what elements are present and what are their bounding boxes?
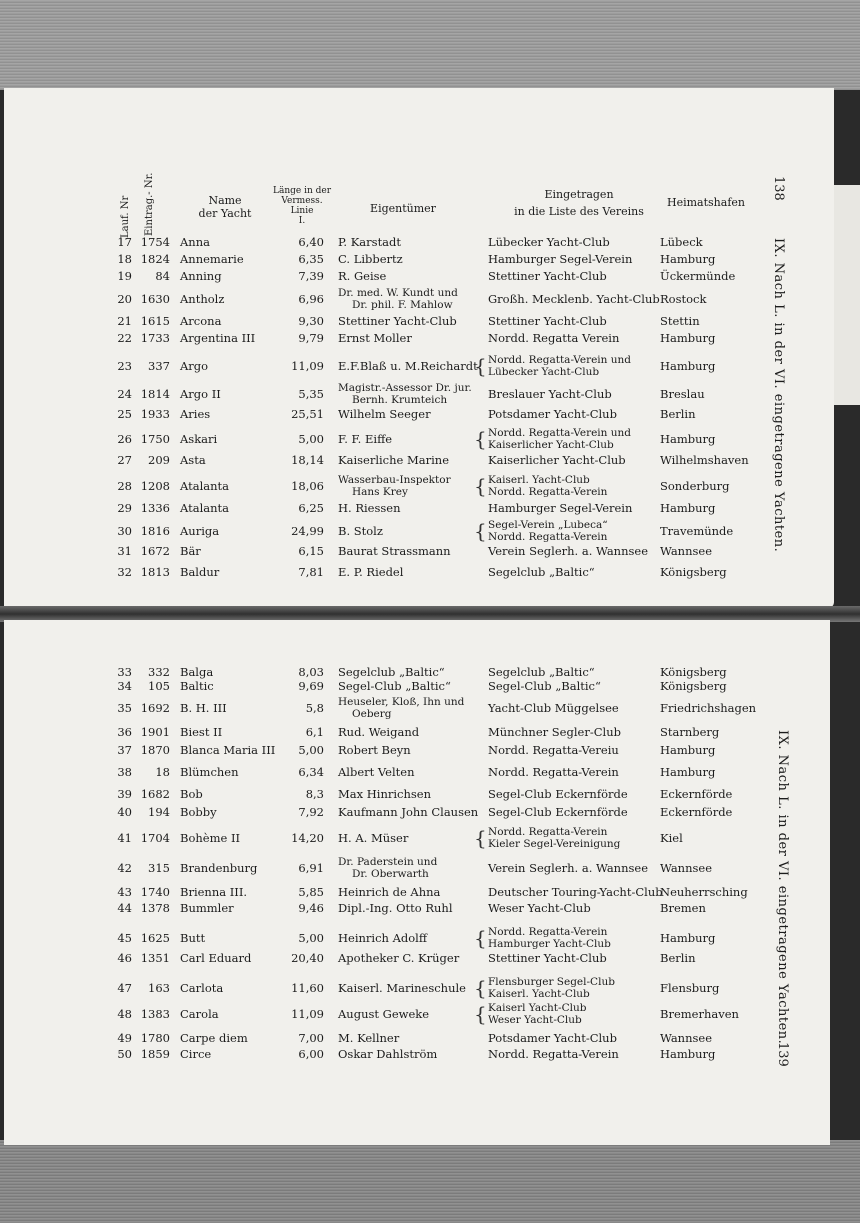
cell-owner: Heinrich Adolff xyxy=(338,931,428,945)
brace-icon: { xyxy=(474,474,487,498)
cell-owner: Kaiserl. Marineschule xyxy=(338,981,466,995)
cell-verein: Segel-Club Eckernförde xyxy=(488,805,628,819)
cell-lauf-nr: 25 xyxy=(117,407,132,421)
cell-owner: C. Libbertz xyxy=(338,252,403,266)
cell-laenge: 9,69 xyxy=(298,679,324,693)
cell-eintrag-nr: 1351 xyxy=(140,951,170,965)
cell-verein: Nordd. Regatta-Verein xyxy=(488,826,608,838)
header-laenge-line3: Linie xyxy=(290,206,314,216)
cell-lauf-nr: 22 xyxy=(117,331,132,345)
cell-eintrag-nr: 84 xyxy=(155,269,170,283)
cell-owner: Max Hinrichsen xyxy=(338,787,432,801)
cell-verein-line2: Nordd. Regatta-Verein xyxy=(488,531,608,543)
cell-lauf-nr: 34 xyxy=(117,679,132,693)
cell-laenge: 11,09 xyxy=(291,359,324,373)
header-eintrag-nr: Eintrag.- Nr. xyxy=(144,172,155,236)
cell-name: Brienna III. xyxy=(180,885,248,899)
cell-eintrag-nr: 209 xyxy=(148,453,170,467)
cell-lauf-nr: 31 xyxy=(117,544,132,558)
header-name-line1: Name xyxy=(208,194,242,207)
cell-name: Balga xyxy=(180,665,214,679)
cell-name: Atalanta xyxy=(180,501,229,515)
cell-verein-line2: Nordd. Regatta-Verein xyxy=(488,486,608,498)
cell-eintrag-nr: 332 xyxy=(148,665,170,679)
cell-laenge: 6,1 xyxy=(305,725,324,739)
cell-lauf-nr: 28 xyxy=(117,479,132,493)
page-138 xyxy=(4,88,834,608)
cell-owner-line2: Oeberg xyxy=(352,708,392,720)
cell-eintrag-nr: 1704 xyxy=(140,831,170,845)
header-name-line2: der Yacht xyxy=(198,207,252,220)
book-page-edges-top xyxy=(0,0,860,90)
cell-name: Bohème II xyxy=(180,831,241,845)
cell-lauf-nr: 33 xyxy=(117,665,132,679)
cell-owner: Segelclub „Baltic“ xyxy=(338,665,445,679)
cell-verein: Stettiner Yacht-Club xyxy=(488,951,607,965)
cell-verein-line2: Lübecker Yacht-Club xyxy=(488,366,600,378)
header-name xyxy=(180,194,270,220)
cell-verein: Kaiserl Yacht-Club xyxy=(488,1002,587,1014)
cell-verein: Nordd. Regatta-Verein und xyxy=(488,427,632,439)
brace-icon: { xyxy=(474,354,487,378)
cell-owner: B. Stolz xyxy=(338,524,383,538)
cell-laenge: 8,03 xyxy=(298,665,324,679)
cell-laenge: 6,40 xyxy=(298,235,324,249)
cell-hafen: Wannsee xyxy=(660,544,713,558)
cell-lauf-nr: 42 xyxy=(117,861,132,875)
cell-owner: R. Geise xyxy=(338,269,387,283)
cell-laenge: 9,79 xyxy=(298,331,324,345)
cell-laenge: 14,20 xyxy=(291,831,324,845)
cell-laenge: 9,30 xyxy=(298,314,324,328)
page-number-bottom: 139 xyxy=(775,1042,790,1067)
cell-laenge: 5,35 xyxy=(298,387,324,401)
cell-lauf-nr: 17 xyxy=(117,235,132,249)
cell-verein: Stettiner Yacht-Club xyxy=(488,314,607,328)
header-laenge-line1: Länge in der xyxy=(272,186,331,196)
cell-lauf-nr: 41 xyxy=(117,831,132,845)
cell-owner: Dr. med. W. Kundt und xyxy=(338,287,458,299)
cell-lauf-nr: 18 xyxy=(117,252,132,266)
cell-verein-line2: Hamburger Yacht-Club xyxy=(488,938,611,950)
page-number-top: 138 xyxy=(771,176,786,201)
cell-laenge: 8,3 xyxy=(305,787,324,801)
cell-name: Antholz xyxy=(180,292,225,306)
cell-hafen: Hamburg xyxy=(660,331,716,345)
cell-eintrag-nr: 194 xyxy=(148,805,170,819)
cell-name: Blümchen xyxy=(180,765,239,779)
cell-hafen: Berlin xyxy=(660,407,696,421)
brace-icon: { xyxy=(474,976,487,1000)
cell-verein: Breslauer Yacht-Club xyxy=(488,387,612,401)
cell-owner: F. F. Eiffe xyxy=(338,432,393,446)
cell-lauf-nr: 39 xyxy=(117,787,132,801)
cell-verein: Potsdamer Yacht-Club xyxy=(488,407,617,421)
cell-eintrag-nr: 337 xyxy=(148,359,170,373)
cell-lauf-nr: 43 xyxy=(117,885,132,899)
cell-verein: Hamburger Segel-Verein xyxy=(488,501,633,515)
cell-name: Bobby xyxy=(180,805,217,819)
cell-hafen: Bremen xyxy=(660,901,706,915)
cell-hafen: Bremerhaven xyxy=(660,1007,739,1021)
brace-icon: { xyxy=(474,1002,487,1026)
cell-owner: Albert Velten xyxy=(338,765,415,779)
cell-eintrag-nr: 1754 xyxy=(140,235,170,249)
cell-lauf-nr: 23 xyxy=(117,359,132,373)
cell-hafen: Eckernförde xyxy=(660,787,733,801)
cell-name: Anna xyxy=(180,235,210,249)
cell-owner: Wasserbau-Inspektor xyxy=(338,474,451,486)
cell-name: Carola xyxy=(180,1007,219,1021)
cell-verein: Segelclub „Baltic“ xyxy=(488,665,595,679)
cell-lauf-nr: 26 xyxy=(117,432,132,446)
cell-verein-line2: Kieler Segel-Vereinigung xyxy=(488,838,621,850)
cell-laenge: 9,46 xyxy=(298,901,324,915)
cell-hafen: Hamburg xyxy=(660,1047,716,1061)
cell-verein: Segel-Verein „Lubeca“ xyxy=(488,519,608,531)
cell-lauf-nr: 50 xyxy=(117,1047,132,1061)
cell-verein: Potsdamer Yacht-Club xyxy=(488,1031,617,1045)
cell-name: Aries xyxy=(180,407,211,421)
cell-laenge: 5,85 xyxy=(298,885,324,899)
cell-laenge: 7,00 xyxy=(298,1031,324,1045)
cell-hafen: Sonderburg xyxy=(660,479,730,493)
cell-hafen: Königsberg xyxy=(660,665,727,679)
cell-eintrag-nr: 1733 xyxy=(140,331,170,345)
cell-eintrag-nr: 163 xyxy=(148,981,170,995)
cell-hafen: Hamburg xyxy=(660,359,716,373)
cell-owner: Dr. Paderstein und xyxy=(338,856,438,868)
cell-hafen: Hamburg xyxy=(660,765,716,779)
cell-verein: Großh. Mecklenb. Yacht-Club xyxy=(488,292,660,306)
cell-hafen: Ückermünde xyxy=(660,269,736,283)
cell-hafen: Flensburg xyxy=(660,981,720,995)
cell-owner: Heuseler, Kloß, Ihn und xyxy=(338,696,465,708)
cell-lauf-nr: 38 xyxy=(117,765,132,779)
cell-owner: Kaufmann John Clausen xyxy=(338,805,479,819)
cell-hafen: Hamburg xyxy=(660,501,716,515)
cell-lauf-nr: 40 xyxy=(117,805,132,819)
cell-verein-line2: Kaiserl. Yacht-Club xyxy=(488,988,590,1000)
cell-hafen: Berlin xyxy=(660,951,696,965)
cell-eintrag-nr: 1383 xyxy=(140,1007,170,1021)
brace-icon: { xyxy=(474,427,487,451)
header-lauf-nr: Lauf. Nr xyxy=(120,195,131,238)
cell-laenge: 18,06 xyxy=(291,479,324,493)
cell-owner: Robert Beyn xyxy=(338,743,411,757)
cell-lauf-nr: 45 xyxy=(117,931,132,945)
cell-eintrag-nr: 1625 xyxy=(140,931,170,945)
cell-laenge: 5,00 xyxy=(298,432,324,446)
cell-eintrag-nr: 18 xyxy=(155,765,170,779)
cell-laenge: 25,51 xyxy=(291,407,324,421)
cell-laenge: 18,14 xyxy=(291,453,324,467)
cell-verein: Deutscher Touring-Yacht-Club xyxy=(488,885,663,899)
cell-owner: August Geweke xyxy=(338,1007,430,1021)
cell-eintrag-nr: 1816 xyxy=(140,524,170,538)
cell-hafen: Wilhelmshaven xyxy=(660,453,749,467)
cell-name: Baltic xyxy=(180,679,214,693)
cell-name: B. H. III xyxy=(180,701,227,715)
cell-lauf-nr: 20 xyxy=(117,292,132,306)
cell-eintrag-nr: 1208 xyxy=(140,479,170,493)
cell-owner: Rud. Weigand xyxy=(338,725,420,739)
cell-laenge: 6,25 xyxy=(298,501,324,515)
cell-name: Bär xyxy=(180,544,201,558)
cell-lauf-nr: 44 xyxy=(117,901,132,915)
cell-owner: Kaiserliche Marine xyxy=(338,453,450,467)
cell-owner: H. Riessen xyxy=(338,501,401,515)
cell-hafen: Friedrichshagen xyxy=(660,701,757,715)
cell-name: Asta xyxy=(180,453,206,467)
cell-owner: Segel-Club „Baltic“ xyxy=(338,679,451,693)
cell-verein: Nordd. Regatta-Verein und xyxy=(488,354,632,366)
cell-hafen: Hamburg xyxy=(660,743,716,757)
cell-owner: Stettiner Yacht-Club xyxy=(338,314,457,328)
cell-name: Anning xyxy=(180,269,222,283)
cell-eintrag-nr: 1615 xyxy=(140,314,170,328)
cell-name: Biest II xyxy=(180,725,223,739)
brace-icon: { xyxy=(474,926,487,950)
side-title-top: IX. Nach L. in der VI. eingetragene Yachten. xyxy=(771,238,786,553)
cell-lauf-nr: 36 xyxy=(117,725,132,739)
cell-name: Auriga xyxy=(180,524,220,538)
cell-laenge: 6,91 xyxy=(298,861,324,875)
cell-lauf-nr: 32 xyxy=(117,565,132,579)
cell-eintrag-nr: 1692 xyxy=(140,701,170,715)
cell-eintrag-nr: 1630 xyxy=(140,292,170,306)
header-eingetragen-line1: Eingetragen xyxy=(544,188,614,201)
cell-laenge: 11,60 xyxy=(291,981,324,995)
cell-owner: Magistr.-Assessor Dr. jur. xyxy=(338,382,472,394)
cell-hafen: Eckernförde xyxy=(660,805,733,819)
brace-icon: { xyxy=(474,519,487,543)
cell-eintrag-nr: 1672 xyxy=(140,544,170,558)
cell-laenge: 5,00 xyxy=(298,743,324,757)
cell-hafen: Hamburg xyxy=(660,252,716,266)
cell-lauf-nr: 19 xyxy=(117,269,132,283)
cell-owner: E.F.Blaß u. M.Reichardt xyxy=(338,359,478,373)
header-laenge xyxy=(266,186,338,226)
cell-lauf-nr: 24 xyxy=(117,387,132,401)
cell-owner: P. Karstadt xyxy=(338,235,402,249)
cell-hafen: Hamburg xyxy=(660,931,716,945)
cell-laenge: 6,34 xyxy=(298,765,324,779)
cell-eintrag-nr: 1813 xyxy=(140,565,170,579)
cell-laenge: 6,15 xyxy=(298,544,324,558)
cell-hafen: Königsberg xyxy=(660,679,727,693)
cell-eintrag-nr: 1814 xyxy=(140,387,170,401)
cell-lauf-nr: 46 xyxy=(117,951,132,965)
cell-verein: Stettiner Yacht-Club xyxy=(488,269,607,283)
cell-verein: Verein Seglerh. a. Wannsee xyxy=(488,544,649,558)
cell-verein: Weser Yacht-Club xyxy=(488,901,591,915)
header-laenge-line2: Vermess. xyxy=(281,196,323,206)
cell-hafen: Stettin xyxy=(660,314,700,328)
cell-verein: Lübecker Yacht-Club xyxy=(488,235,610,249)
cell-owner-line2: Dr. phil. F. Mahlow xyxy=(352,299,453,311)
cell-owner: Ernst Moller xyxy=(338,331,412,345)
cell-laenge: 7,92 xyxy=(298,805,324,819)
cell-laenge: 6,35 xyxy=(298,252,324,266)
side-title-bottom: IX. Nach L. in der VI. eingetragene Yachten. xyxy=(775,730,790,1045)
cell-verein: Kaiserlicher Yacht-Club xyxy=(488,453,626,467)
cell-name: Brandenburg xyxy=(180,861,258,875)
cell-name: Arcona xyxy=(180,314,222,328)
cell-name: Butt xyxy=(180,931,206,945)
cell-laenge: 24,99 xyxy=(291,524,324,538)
cell-eintrag-nr: 1780 xyxy=(140,1031,170,1045)
cell-hafen: Travemünde xyxy=(660,524,734,538)
header-heimatshafen: Heimatshafen xyxy=(667,196,745,209)
cell-owner: H. A. Müser xyxy=(338,831,409,845)
cell-verein: Yacht-Club Müggelsee xyxy=(488,701,619,715)
cell-eintrag-nr: 1682 xyxy=(140,787,170,801)
cell-lauf-nr: 21 xyxy=(117,314,132,328)
cell-hafen: Breslau xyxy=(660,387,705,401)
cell-hafen: Wannsee xyxy=(660,861,713,875)
cell-verein: Segel-Club „Baltic“ xyxy=(488,679,601,693)
header-eigentuemer: Eigentümer xyxy=(370,202,436,215)
cell-laenge: 7,81 xyxy=(298,565,324,579)
cell-owner: Baurat Strassmann xyxy=(338,544,451,558)
cell-owner: E. P. Riedel xyxy=(338,565,404,579)
cell-laenge: 7,39 xyxy=(298,269,324,283)
cell-name: Annemarie xyxy=(180,252,244,266)
cell-laenge: 5,00 xyxy=(298,931,324,945)
cell-eintrag-nr: 1901 xyxy=(140,725,170,739)
cell-eintrag-nr: 1824 xyxy=(140,252,170,266)
cell-verein-line2: Weser Yacht-Club xyxy=(488,1014,582,1026)
cell-owner-line2: Hans Krey xyxy=(352,486,408,498)
cell-eintrag-nr: 1933 xyxy=(140,407,170,421)
cell-owner: Heinrich de Ahna xyxy=(338,885,441,899)
cell-hafen: Neuherrsching xyxy=(660,885,748,899)
cell-verein: Münchner Segler-Club xyxy=(488,725,621,739)
cell-lauf-nr: 49 xyxy=(117,1031,132,1045)
cell-lauf-nr: 48 xyxy=(117,1007,132,1021)
cell-eintrag-nr: 1870 xyxy=(140,743,170,757)
cell-lauf-nr: 30 xyxy=(117,524,132,538)
cell-eintrag-nr: 1750 xyxy=(140,432,170,446)
cell-lauf-nr: 29 xyxy=(117,501,132,515)
cell-eintrag-nr: 1740 xyxy=(140,885,170,899)
cell-hafen: Starnberg xyxy=(660,725,720,739)
cell-eintrag-nr: 105 xyxy=(148,679,170,693)
cell-owner: Oskar Dahlström xyxy=(338,1047,438,1061)
cell-eintrag-nr: 1859 xyxy=(140,1047,170,1061)
cell-hafen: Lübeck xyxy=(660,235,703,249)
cell-laenge: 5,8 xyxy=(305,701,324,715)
cell-verein: Nordd. Regatta-Verein xyxy=(488,765,619,779)
cell-eintrag-nr: 1336 xyxy=(140,501,170,515)
cell-verein: Segelclub „Baltic“ xyxy=(488,565,595,579)
cell-verein: Nordd. Regatta-Vereiu xyxy=(488,743,619,757)
cell-lauf-nr: 35 xyxy=(117,701,132,715)
cell-owner: Dipl.-Ing. Otto Ruhl xyxy=(338,901,453,915)
cell-name: Askari xyxy=(180,432,218,446)
cell-laenge: 20,40 xyxy=(291,951,324,965)
cell-eintrag-nr: 315 xyxy=(148,861,170,875)
cell-name: Carl Eduard xyxy=(180,951,252,965)
cell-name: Argentina III xyxy=(180,331,256,345)
header-eingetragen xyxy=(494,188,664,218)
cell-lauf-nr: 27 xyxy=(117,453,132,467)
cell-name: Argo II xyxy=(180,387,221,401)
cell-owner: Wilhelm Seeger xyxy=(338,407,431,421)
cell-verein: Kaiserl. Yacht-Club xyxy=(488,474,590,486)
cell-laenge: 11,09 xyxy=(291,1007,324,1021)
cell-owner-line2: Dr. Oberwarth xyxy=(352,868,429,880)
brace-icon: { xyxy=(474,826,487,850)
cell-hafen: Wannsee xyxy=(660,1031,713,1045)
cell-eintrag-nr: 1378 xyxy=(140,901,170,915)
cell-lauf-nr: 47 xyxy=(117,981,132,995)
page-139 xyxy=(4,620,830,1145)
page-margin-strip xyxy=(830,185,860,405)
cell-owner-line2: Bernh. Krumteich xyxy=(352,394,448,406)
cell-hafen: Kiel xyxy=(660,831,683,845)
cell-name: Carpe diem xyxy=(180,1031,248,1045)
cell-hafen: Königsberg xyxy=(660,565,727,579)
cell-name: Baldur xyxy=(180,565,220,579)
header-laenge-line4: I. xyxy=(298,216,306,226)
cell-lauf-nr: 37 xyxy=(117,743,132,757)
cell-laenge: 6,00 xyxy=(298,1047,324,1061)
header-eingetragen-line2: in die Liste des Vereins xyxy=(514,205,644,218)
cell-name: Blanca Maria III xyxy=(180,743,276,757)
cell-laenge: 6,96 xyxy=(298,292,324,306)
cell-hafen: Rostock xyxy=(660,292,707,306)
cell-name: Bob xyxy=(180,787,203,801)
cell-name: Argo xyxy=(180,359,209,373)
cell-verein: Nordd. Regatta-Verein xyxy=(488,926,608,938)
cell-hafen: Hamburg xyxy=(660,432,716,446)
cell-name: Circe xyxy=(180,1047,212,1061)
book-page-edges-bottom xyxy=(0,1140,860,1223)
cell-verein: Verein Seglerh. a. Wannsee xyxy=(488,861,649,875)
cell-name: Carlota xyxy=(180,981,224,995)
cell-verein: Nordd. Regatta-Verein xyxy=(488,1047,619,1061)
cell-name: Atalanta xyxy=(180,479,229,493)
cell-verein: Hamburger Segel-Verein xyxy=(488,252,633,266)
cell-verein: Flensburger Segel-Club xyxy=(488,976,615,988)
cell-verein: Segel-Club Eckernförde xyxy=(488,787,628,801)
cell-owner: Apotheker C. Krüger xyxy=(338,951,460,965)
cell-verein-line2: Kaiserlicher Yacht-Club xyxy=(488,439,614,451)
cell-verein: Nordd. Regatta Verein xyxy=(488,331,620,345)
cell-owner: M. Kellner xyxy=(338,1031,400,1045)
cell-name: Bummler xyxy=(180,901,234,915)
